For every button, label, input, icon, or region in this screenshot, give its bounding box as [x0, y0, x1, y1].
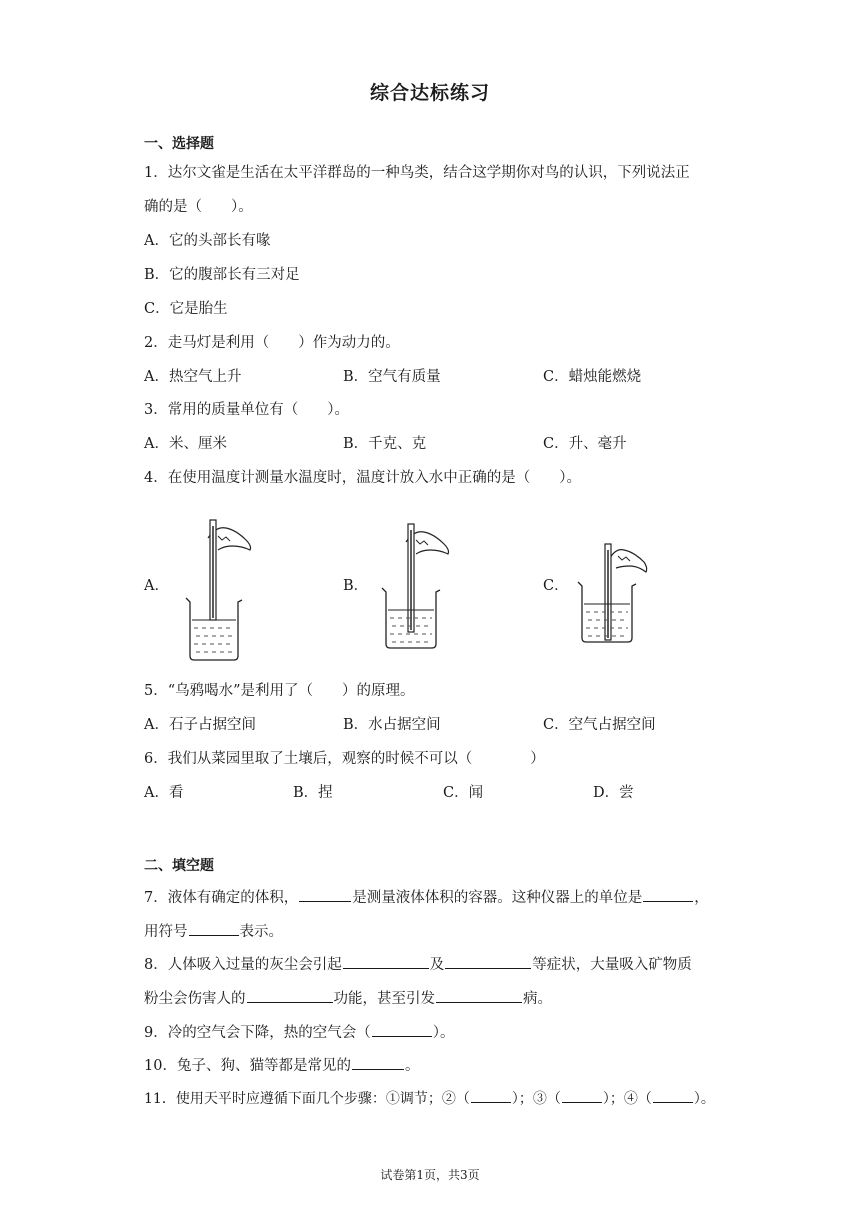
q10-line: [144, 1055, 419, 1075]
q8-text-3: 等症状，大量吸入矿物质: [532, 957, 692, 973]
q9-text-2: ）。: [432, 1025, 455, 1041]
q6-stem: 6．我们从菜园里取了土壤后，观察的时候不可以（ ）: [144, 751, 545, 767]
q5-option-a: A．石子占据空间: [144, 717, 256, 733]
beaker-thermometer-figure-b: [378, 520, 458, 658]
q9-blank-1[interactable]: [372, 1022, 432, 1037]
q4-stem: 4．在使用温度计测量水温度时，温度计放入水中正确的是（ ）。: [144, 470, 581, 486]
q3-option-a: A．米、厘米: [144, 436, 227, 452]
q7-text-1: 7．液体有确定的体积，: [144, 890, 299, 906]
q6-option-b: B．捏: [293, 785, 333, 801]
q1-option-b: B．它的腹部长有三对足: [144, 267, 300, 283]
q1-stem-line1: 1．达尔文雀是生活在太平洋群岛的一种鸟类，结合这学期你对鸟的认识，下列说法正: [144, 165, 690, 181]
q3-option-c: C．升、毫升: [543, 436, 627, 452]
q11-line: [144, 1088, 715, 1108]
q8-line2: [144, 988, 552, 1008]
q7-text-2: 是测量液体体积的容器。这种仪器上的单位是: [352, 890, 643, 906]
q5-option-c: C．空气占据空间: [543, 717, 656, 733]
q11-text-4: ）。: [693, 1091, 715, 1107]
q11-blank-3[interactable]: [653, 1088, 693, 1103]
q3-option-b: B．千克、克: [343, 436, 427, 452]
q8-blank-1[interactable]: [343, 954, 429, 969]
q11-text-2: ）；③（: [511, 1091, 561, 1107]
section-heading-fill: 二、填空题: [144, 858, 214, 874]
q7-blank-1[interactable]: [299, 887, 351, 902]
q6-option-a: A．看: [144, 785, 184, 801]
section-heading-choice: 一、选择题: [144, 136, 214, 152]
page-footer: 试卷第1页，共3页: [380, 1168, 480, 1182]
q5-stem: 5．“乌鸦喝水”是利用了（ ）的原理。: [144, 683, 415, 699]
q1-stem-line2: 确的是（ ）。: [144, 199, 253, 215]
q10-text-2: 。: [404, 1058, 420, 1074]
q8-blank-4[interactable]: [436, 988, 522, 1003]
q7-text-5: 表示。: [239, 924, 283, 940]
q2-option-a: A．热空气上升: [144, 369, 242, 385]
q8-text-1: 8．人体吸入过量的灰尘会引起: [144, 957, 342, 973]
q11-blank-2[interactable]: [562, 1088, 602, 1103]
q1-option-a: A．它的头部长有喙: [144, 233, 271, 249]
q8-text-5: 功能，甚至引发: [333, 991, 435, 1007]
q4-option-b-label: B．: [343, 578, 369, 594]
q11-text-3: ）；④（: [602, 1091, 652, 1107]
q7-blank-3[interactable]: [189, 921, 239, 936]
q6-option-c: C．闻: [443, 785, 484, 801]
q9-line: [144, 1022, 454, 1042]
q8-text-6: 病。: [523, 991, 552, 1007]
q4-option-a-label: A．: [144, 578, 169, 594]
q3-stem: 3．常用的质量单位有（ ）。: [144, 402, 349, 418]
q6-option-d: D．尝: [593, 785, 634, 801]
beaker-thermometer-figure-c: [576, 540, 656, 648]
q7-text-4: 用符号: [144, 924, 188, 940]
q2-stem: 2．走马灯是利用（ ）作为动力的。: [144, 335, 400, 351]
beaker-thermometer-figure-a: [180, 516, 260, 662]
q8-line1: [144, 954, 692, 974]
q5-option-b: B．水占据空间: [343, 717, 441, 733]
page-title: 综合达标练习: [369, 82, 490, 104]
q2-option-c: C．蜡烛能燃烧: [543, 369, 642, 385]
q4-option-c-label: C．: [543, 578, 569, 594]
q7-text-3: ，: [694, 890, 709, 906]
q9-text-1: 9．冷的空气会下降，热的空气会（: [144, 1025, 371, 1041]
q7-line2: [144, 921, 283, 941]
q11-text-1: 11．使用天平时应遵循下面几个步骤：①调节；②（: [144, 1091, 470, 1107]
q8-text-4: 粉尘会伤害人的: [144, 991, 246, 1007]
q10-blank-1[interactable]: [352, 1055, 404, 1070]
q8-text-2: 及: [429, 957, 445, 973]
q11-blank-1[interactable]: [471, 1088, 511, 1103]
q7-line1: [144, 887, 709, 907]
q8-blank-3[interactable]: [247, 988, 333, 1003]
q8-blank-2[interactable]: [445, 954, 531, 969]
q1-option-c: C．它是胎生: [144, 301, 228, 317]
q10-text-1: 10．兔子、狗、猫等都是常见的: [144, 1058, 351, 1074]
q2-option-b: B．空气有质量: [343, 369, 441, 385]
q7-blank-2[interactable]: [643, 887, 693, 902]
